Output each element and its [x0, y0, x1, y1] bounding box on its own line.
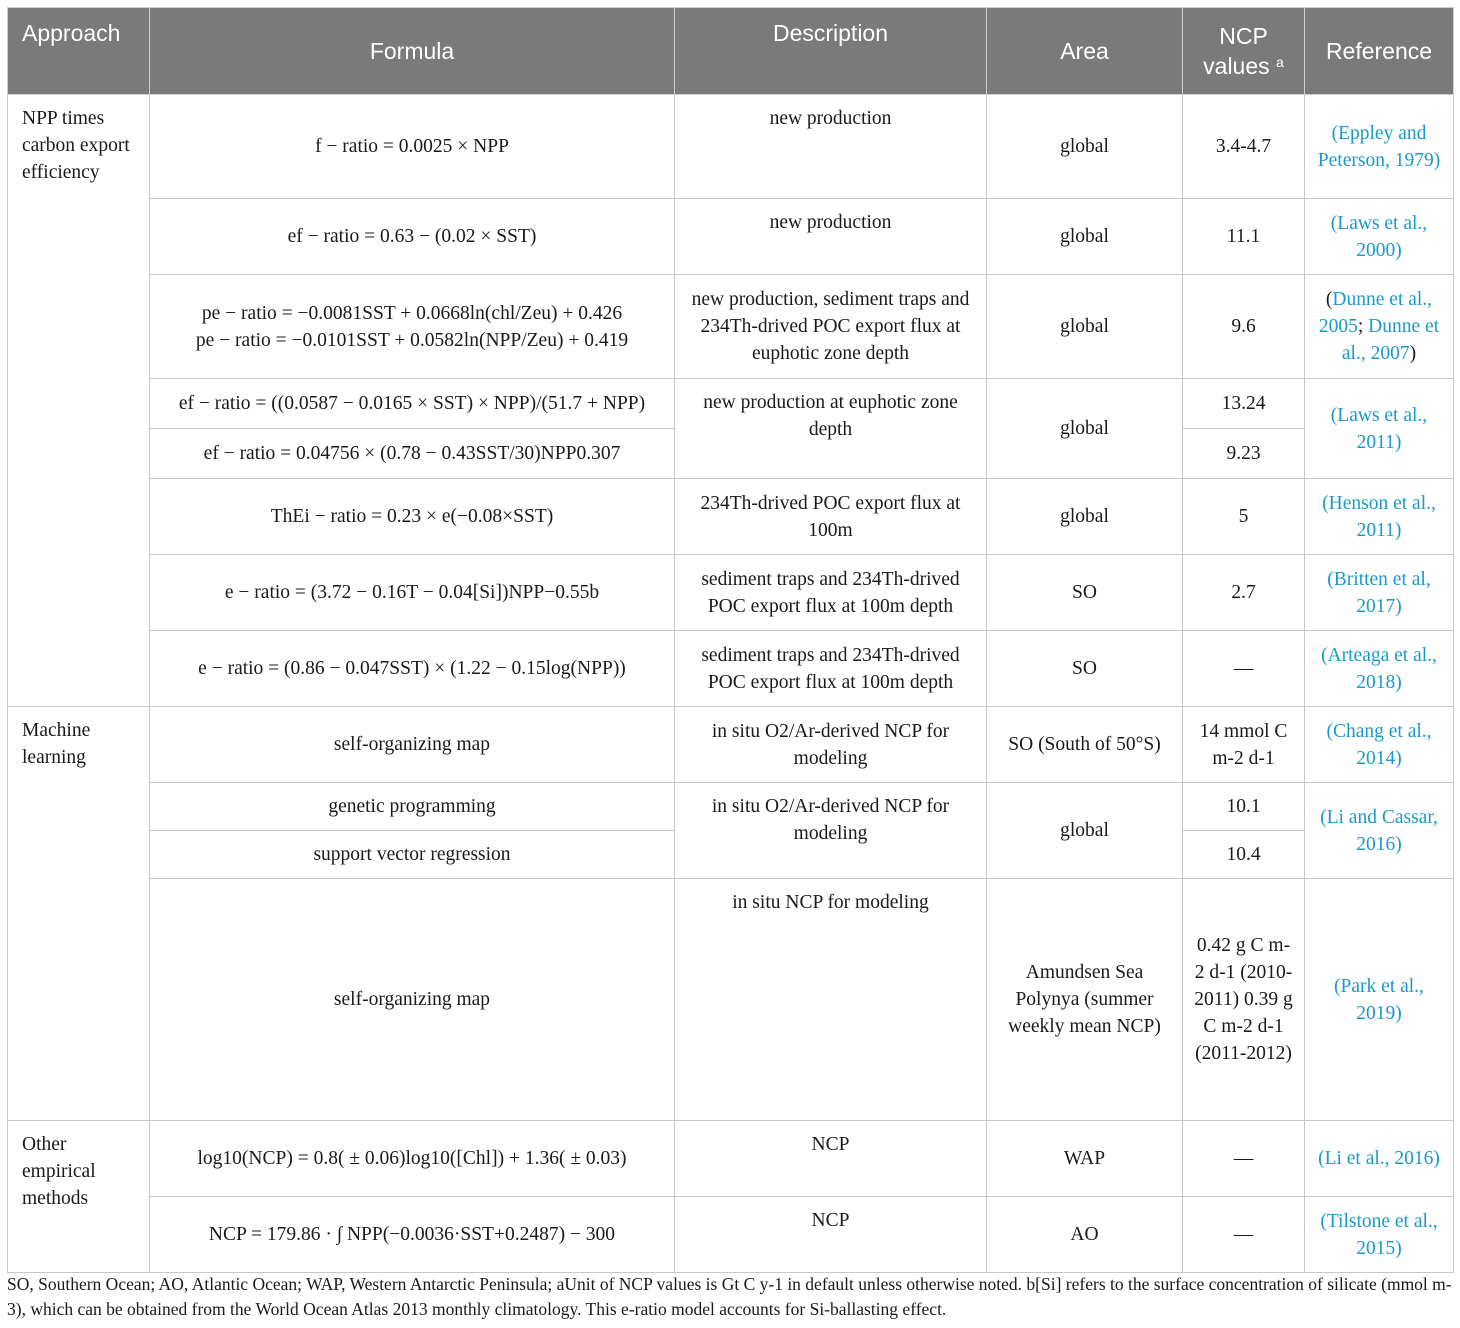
description-cell: NCP: [675, 1197, 987, 1273]
reference-link[interactable]: Dunne et al., 2007: [1341, 316, 1440, 364]
reference-cell: [1305, 479, 1454, 555]
area-cell: global: [987, 95, 1183, 199]
header-ncp-line2: values: [1203, 53, 1270, 79]
table-row: [8, 783, 1454, 831]
formula-cell: [150, 95, 675, 199]
header-reference: Reference: [1305, 8, 1454, 95]
formula-cell: ef − ratio = 0.04756 × (0.78 − 0.43SST/30)NPP0.307: [150, 429, 675, 479]
formula-text-b: pe − ratio = −0.0101SST + 0.0582ln(NPP/Zeu) + 0.419: [195, 329, 629, 351]
reference-link[interactable]: (Park et al., 2019): [1334, 975, 1424, 1024]
table-row: [8, 95, 1454, 199]
reference-link[interactable]: (Chang et al., 2014): [1326, 720, 1432, 769]
area-cell: AO: [987, 1197, 1183, 1273]
header-description: Description: [675, 8, 987, 95]
reference-cell: (Dunne et al., 2005; Dunne et al., 2007): [1305, 275, 1454, 379]
table-row: [8, 1197, 1454, 1273]
table-row: [8, 199, 1454, 275]
reference-cell: [1305, 783, 1454, 879]
area-cell: SO: [987, 555, 1183, 631]
ncp-cell: —: [1183, 1121, 1305, 1197]
header-ncp-line1: NCP: [1219, 23, 1268, 49]
description-cell: new production, sediment traps and 234Th-drived POC export flux at euphotic zone depth: [675, 275, 987, 379]
reference-cell: [1305, 95, 1454, 199]
formula-cell: NCP = 179.86 · ∫ NPP(−0.0036·SST+0.2487) − 300: [150, 1197, 675, 1273]
formula-cell: self-organizing map: [150, 879, 675, 1121]
ncp-cell: —: [1183, 1197, 1305, 1273]
reference-cell: [1305, 1197, 1454, 1273]
description-cell: in situ NCP for modeling: [675, 879, 987, 1121]
area-cell: global: [987, 199, 1183, 275]
area-cell: global: [987, 275, 1183, 379]
reference-cell: [1305, 631, 1454, 707]
formula-cell: [150, 275, 675, 379]
ncp-cell: —: [1183, 631, 1305, 707]
formula-cell: genetic programming: [150, 783, 675, 831]
reference-link[interactable]: (Li et al., 2016): [1318, 1148, 1440, 1169]
header-formula: Formula: [150, 8, 675, 95]
header-ncp-values: [1183, 8, 1305, 95]
description-cell: new production at euphotic zone depth: [675, 379, 987, 479]
table-row: [8, 1121, 1454, 1197]
header-approach: Approach: [8, 8, 150, 95]
table-footnote: SO, Southern Ocean; AO, Atlantic Ocean; WAP, Western Antarctic Peninsula; aUnit of NCP values is Gt C y-1 in default unless otherwise noted. b[Si] refers to the surface concentration of silicate (mmol m-3), which can be obtained from the World Ocean Atlas 2013 monthly climatology. This e-ratio model accounts for Si-ballasting effect.: [7, 1274, 1452, 1319]
area-cell: SO: [987, 631, 1183, 707]
table-row: [8, 879, 1454, 1121]
table-row: [8, 707, 1454, 783]
description-cell: NCP: [675, 1121, 987, 1197]
header-area: Area: [987, 8, 1183, 95]
ncp-cell: 10.4: [1183, 831, 1305, 879]
header-ncp-sup: a: [1276, 54, 1284, 70]
reference-link[interactable]: Dunne et al., 2005: [1318, 289, 1433, 337]
reference-link[interactable]: (Laws et al., 2000): [1330, 212, 1428, 261]
ncp-approaches-table: [7, 7, 1454, 1273]
description-cell: 234Th-drived POC export flux at 100m: [675, 479, 987, 555]
formula-cell: ef − ratio = 0.63 − (0.02 × SST): [150, 199, 675, 275]
description-cell: new production: [675, 95, 987, 199]
area-cell: global: [987, 479, 1183, 555]
approach-machine-learning: Machine learning: [8, 707, 150, 1121]
area-cell: Amundsen Sea Polynya (summer weekly mean NCP): [987, 879, 1183, 1121]
table-row: [8, 379, 1454, 429]
formula-cell: ThEi − ratio = 0.23 × e(−0.08×SST): [150, 479, 675, 555]
formula-text-a: pe − ratio = −0.0081SST + 0.0668ln(chl/Zeu) + 0.426: [201, 302, 623, 324]
reference-cell: [1305, 879, 1454, 1121]
reference-cell: [1305, 1121, 1454, 1197]
approach-npp-export: NPP times carbon export efficiency: [8, 95, 150, 707]
reference-cell: [1305, 199, 1454, 275]
area-cell: SO (South of 50°S): [987, 707, 1183, 783]
table-row: [8, 631, 1454, 707]
ncp-cell: 2.7: [1183, 555, 1305, 631]
ncp-cell: 9.6: [1183, 275, 1305, 379]
formula-cell: e − ratio = (3.72 − 0.16T − 0.04[Si])NPP−0.55b: [150, 555, 675, 631]
description-cell: in situ O2/Ar-derived NCP for modeling: [675, 783, 987, 879]
formula-cell: ef − ratio = ((0.0587 − 0.0165 × SST) × NPP)/(51.7 + NPP): [150, 379, 675, 429]
ncp-cell: 13.24: [1183, 379, 1305, 429]
description-cell: sediment traps and 234Th-drived POC export flux at 100m depth: [675, 631, 987, 707]
reference-link[interactable]: (Arteaga et al., 2018): [1321, 644, 1437, 693]
reference-link[interactable]: (Laws et al., 2011): [1330, 404, 1428, 453]
table-row: [8, 479, 1454, 555]
table-row: [8, 275, 1454, 379]
formula-cell: support vector regression: [150, 831, 675, 879]
formula-text: f − ratio = 0.0025 × NPP: [315, 136, 509, 157]
ncp-cell: 5: [1183, 479, 1305, 555]
ncp-cell: 3.4-4.7: [1183, 95, 1305, 199]
formula-cell: log10(NCP) = 0.8( ± 0.06)log10([Chl]) + 1.36( ± 0.03): [150, 1121, 675, 1197]
description-cell: sediment traps and 234Th-drived POC export flux at 100m depth: [675, 555, 987, 631]
approach-other-empirical: Other empirical methods: [8, 1121, 150, 1273]
area-cell: global: [987, 783, 1183, 879]
ncp-cell: 11.1: [1183, 199, 1305, 275]
ncp-cell: 10.1: [1183, 783, 1305, 831]
description-cell: in situ O2/Ar-derived NCP for modeling: [675, 707, 987, 783]
area-cell: global: [987, 379, 1183, 479]
reference-link[interactable]: (Li and Cassar, 2016): [1320, 806, 1438, 855]
reference-link[interactable]: (Britten et al, 2017): [1327, 568, 1431, 617]
description-cell: new production: [675, 199, 987, 275]
ncp-cell: 14 mmol C m-2 d-1: [1183, 707, 1305, 783]
reference-cell: [1305, 379, 1454, 479]
area-cell: WAP: [987, 1121, 1183, 1197]
reference-cell: [1305, 707, 1454, 783]
reference-link[interactable]: (Henson et al., 2011): [1322, 492, 1436, 541]
formula-cell: self-organizing map: [150, 707, 675, 783]
ncp-cell: 9.23: [1183, 429, 1305, 479]
reference-link[interactable]: (Eppley and Peterson, 1979): [1317, 122, 1441, 171]
header-row: [8, 8, 1454, 95]
formula-cell: e − ratio = (0.86 − 0.047SST) × (1.22 − 0.15log(NPP)): [150, 631, 675, 707]
reference-cell: [1305, 555, 1454, 631]
table-row: [8, 555, 1454, 631]
reference-link[interactable]: (Tilstone et al., 2015): [1320, 1210, 1438, 1259]
ncp-cell: 0.42 g C m-2 d-1 (2010-2011) 0.39 g C m-2 d-1 (2011-2012): [1183, 879, 1305, 1121]
